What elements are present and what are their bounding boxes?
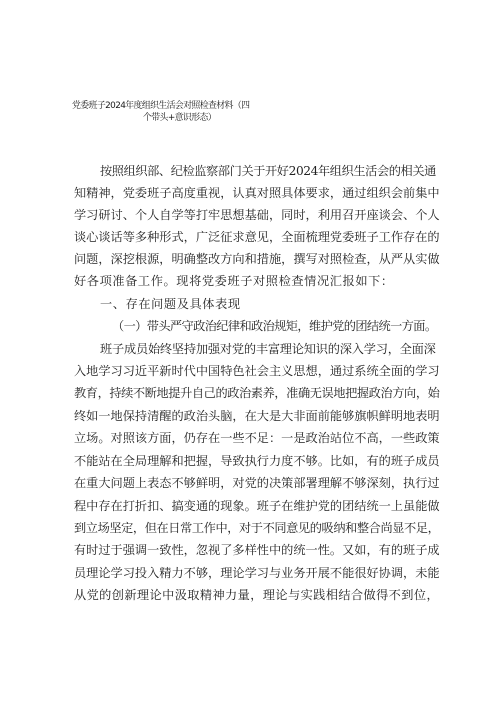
document-title-line-2: 个带头+意识形态） xyxy=(143,113,217,123)
paragraph-line: 从党的创新理论中汲取精神力量，理论与实践相结合做得不到位， xyxy=(74,588,440,602)
document-title-line-1: 党委班子2024年度组织生活会对照检查材料（四 xyxy=(72,101,250,111)
paragraph-line: 员理论学习投入精力不够，理论学习与业务开展不能很好协调，未能 xyxy=(74,566,440,580)
paragraph-line: 学习研讨、个人自学等打牢思想基础，同时，利用召开座谈会、个人 xyxy=(74,208,440,222)
paragraph-line: 有时过于强调一致性，忽视了多样性中的统一性。又如，有的班子成 xyxy=(74,543,440,557)
paragraph-line: 不能站在全局理解和把握，导致执行力度不够。比如，有的班子成员 xyxy=(74,454,440,468)
paragraph-line: 教育，持续不断地提升自己的政治素养，准确无误地把握政治方向，始 xyxy=(74,386,440,400)
subsection-heading: （一）带头严守政治纪律和政治规矩，维护党的团结统一方面。 xyxy=(112,319,437,333)
paragraph-line: 终如一地保持清醒的政治头脑，在大是大非面前能够旗帜鲜明地表明 xyxy=(74,409,440,423)
section-heading: 一、存在问题及具体表现 xyxy=(100,297,241,311)
paragraph-line: 好各项准备工作。现将党委班子对照检查情况汇报如下： xyxy=(74,274,394,288)
paragraph-line: 谈心谈话等多种形式，广泛征求意见，全面梳理党委班子工作存在的 xyxy=(74,230,440,244)
paragraph-line: 立场。对照该方面，仍存在一些不足：一是政治站位不高，一些政策 xyxy=(74,431,440,445)
paragraph-line: 问题，深挖根源，明确整改方向和措施，撰写对照检查，从严从实做 xyxy=(74,252,440,266)
paragraph-line: 班子成员始终坚持加强对党的丰富理论知识的深入学习，全面深 xyxy=(100,342,436,356)
paragraph-line: 到立场坚定，但在日常工作中，对于不同意见的吸纳和整合尚显不足， xyxy=(74,521,440,535)
paragraph-line: 程中存在打折扣、搞变通的现象。班子在维护党的团结统一上虽能做 xyxy=(74,499,440,513)
paragraph-line: 知精神，党委班子高度重视，认真对照具体要求，通过组织会前集中 xyxy=(74,186,440,200)
paragraph-line: 入地学习习近平新时代中国特色社会主义思想，通过系统全面的学习 xyxy=(74,364,440,378)
paragraph-line: 在重大问题上表态不够鲜明，对党的决策部署理解不够深刻，执行过 xyxy=(74,476,440,490)
paragraph-line: 按照组织部、纪检监察部门关于开好2024年组织生活会的相关通 xyxy=(100,164,436,178)
